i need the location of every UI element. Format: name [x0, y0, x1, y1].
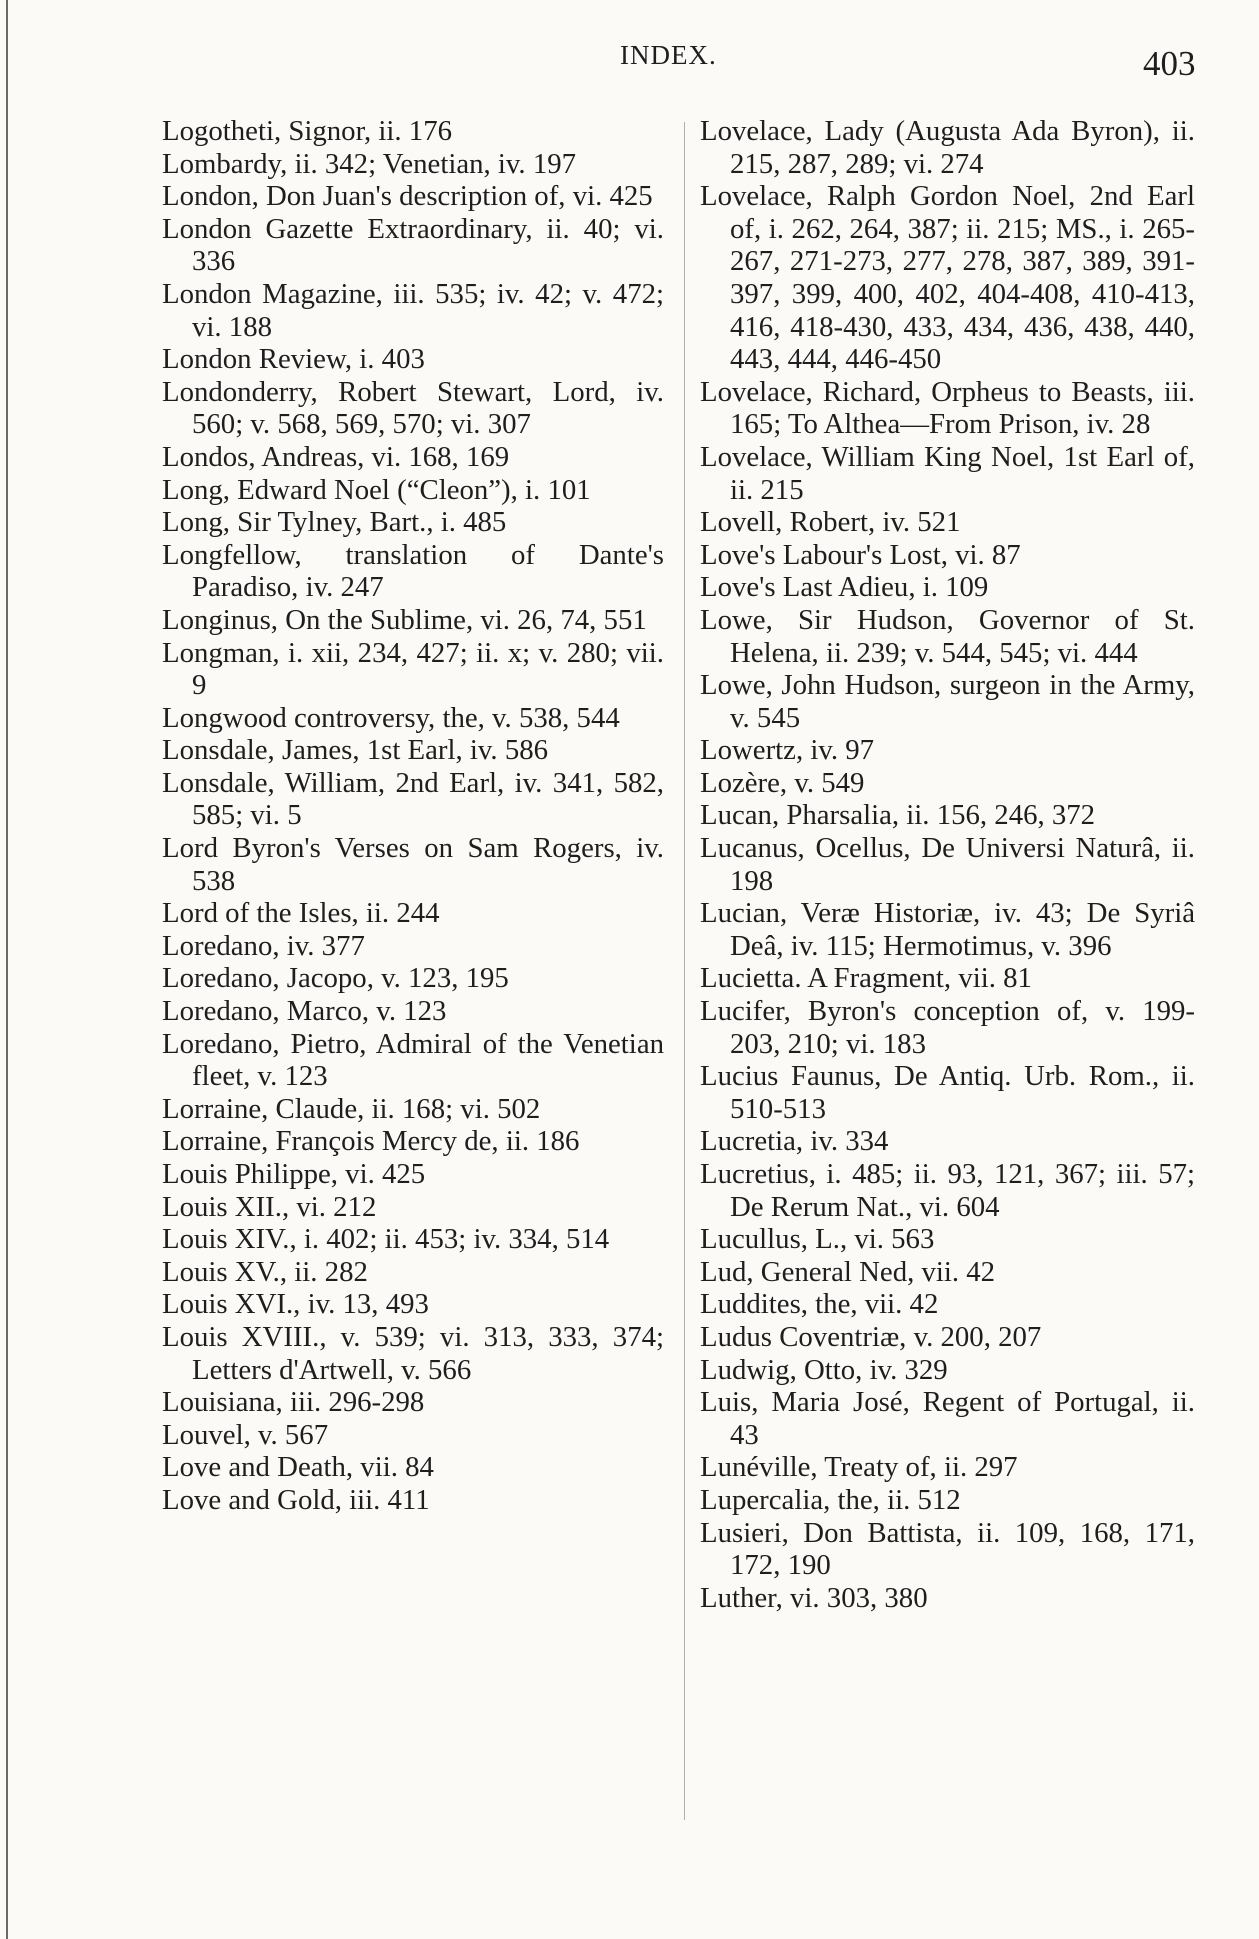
- index-entry: Love's Last Adieu, i. 109: [700, 571, 989, 604]
- index-entry: Lovelace, Lady (Augusta Ada Byron), ii. 215, 287, 289; vi. 274: [700, 115, 1195, 180]
- index-entry: Ludus Coventriæ, v. 200, 207: [700, 1320, 1042, 1353]
- index-entry: Lucietta. A Fragment, vii. 81: [700, 962, 1032, 995]
- index-entry: Lucifer, Byron's conception of, v. 199-203, 210; vi. 183: [700, 995, 1195, 1060]
- index-entry: Lud, General Ned, vii. 42: [700, 1255, 996, 1288]
- index-entry: Lorraine, François Mercy de, ii. 186: [162, 1125, 580, 1158]
- index-entry: Lorraine, Claude, ii. 168; vi. 502: [162, 1092, 541, 1125]
- index-entry: Lucian, Veræ Historiæ, iv. 43; De Syriâ Deâ, iv. 115; Hermotimus, v. 396: [700, 897, 1195, 962]
- index-entry: Lowertz, iv. 97: [700, 734, 875, 767]
- index-entry: Louvel, v. 567: [162, 1418, 329, 1451]
- index-entry: Louis XVI., iv. 13, 493: [162, 1288, 429, 1321]
- index-entry: Luther, vi. 303, 380: [700, 1581, 928, 1614]
- index-entry: Loredano, iv. 377: [162, 929, 365, 962]
- index-entry: London Magazine, iii. 535; iv. 42; v. 472; vi. 188: [162, 277, 664, 343]
- index-entry: Logotheti, Signor, ii. 176: [162, 115, 453, 147]
- index-entry: Louis Philippe, vi. 425: [162, 1158, 426, 1190]
- index-entry: Londonderry, Robert Stewart, Lord, iv. 560; v. 568, 569, 570; vi. 307: [162, 375, 664, 441]
- index-entry: Love's Labour's Lost, vi. 87: [700, 538, 1021, 571]
- index-entry: Longman, i. xii, 234, 427; ii. x; v. 280; vii. 9: [162, 636, 664, 702]
- index-entry: Lupercalia, the, ii. 512: [700, 1483, 961, 1516]
- index-entry: Lord Byron's Verses on Sam Rogers, iv. 538: [162, 832, 664, 897]
- index-entry: Lonsdale, William, 2nd Earl, iv. 341, 582, 585; vi. 5: [162, 766, 664, 832]
- index-column-left: [162, 115, 664, 1517]
- index-entry: Lucan, Pharsalia, ii. 156, 246, 372: [700, 799, 1096, 832]
- column-divider: [684, 122, 685, 1820]
- index-entry: Lowe, Sir Hudson, Governor of St. Helena, ii. 239; v. 544, 545; vi. 444: [700, 603, 1195, 669]
- index-column-right: [700, 115, 1195, 1614]
- index-entry: Louisiana, iii. 296-298: [162, 1386, 425, 1419]
- index-entry: Lombardy, ii. 342; Venetian, iv. 197: [162, 147, 577, 180]
- index-entry: Love and Gold, iii. 411: [162, 1483, 430, 1516]
- index-entry: Louis XII., vi. 212: [162, 1190, 377, 1223]
- index-entry: London, Don Juan's description of, vi. 425: [162, 180, 653, 213]
- index-entry: Louis XVIII., v. 539; vi. 313, 333, 374; Letters d'Artwell, v. 566: [162, 1320, 664, 1386]
- index-entry: Longwood controversy, the, v. 538, 544: [162, 701, 620, 734]
- index-entry: Loredano, Pietro, Admiral of the Venetian fleet, v. 123: [162, 1027, 664, 1093]
- index-entry: Longfellow, translation of Dante's Paradiso, iv. 247: [162, 538, 664, 604]
- index-entry: Lucullus, L., vi. 563: [700, 1223, 935, 1256]
- index-entry: London Gazette Extraordinary, ii. 40; vi. 336: [162, 212, 664, 278]
- index-entry: Long, Edward Noel (“Cleon”), i. 101: [162, 473, 591, 506]
- index-entry: Lucretius, i. 485; ii. 93, 121, 367; iii. 57; De Rerum Nat., vi. 604: [700, 1158, 1195, 1223]
- index-entry: Lovelace, Richard, Orpheus to Beasts, iii. 165; To Althea—From Prison, iv. 28: [700, 375, 1195, 441]
- index-entry: Lovelace, Ralph Gordon Noel, 2nd Earl of, i. 262, 264, 387; ii. 215; MS., i. 265-267, 271-273, 277, 278, 387, 389, 391-397, 399, 400, 402, 404-408, 410-413, 416, 418-430, 433, 434, 436, 438, 440, 443, 444, 446-450: [700, 180, 1195, 376]
- index-entry: Lusieri, Don Battista, ii. 109, 168, 171, 172, 190: [700, 1516, 1195, 1582]
- index-entry: London Review, i. 403: [162, 343, 425, 376]
- index-entry: Lozère, v. 549: [700, 766, 865, 799]
- index-entry: Ludwig, Otto, iv. 329: [700, 1353, 948, 1386]
- running-header: INDEX.: [620, 40, 717, 70]
- index-entry: Louis XIV., i. 402; ii. 453; iv. 334, 514: [162, 1223, 610, 1256]
- index-entry: Louis XV., ii. 282: [162, 1255, 368, 1288]
- index-entry: Luddites, the, vii. 42: [700, 1288, 939, 1321]
- index-entry: Lord of the Isles, ii. 244: [162, 897, 440, 930]
- index-entry: Luis, Maria José, Regent of Portugal, ii. 43: [700, 1386, 1195, 1451]
- index-entry: Londos, Andreas, vi. 168, 169: [162, 440, 510, 473]
- index-entry: Lonsdale, James, 1st Earl, iv. 586: [162, 734, 549, 767]
- page-edge-rule: [6, 0, 8, 1939]
- index-entry: Lunéville, Treaty of, ii. 297: [700, 1451, 1018, 1484]
- index-entry: Lucretia, iv. 334: [700, 1125, 889, 1158]
- page-number: 403: [1143, 44, 1196, 83]
- index-entry: Longinus, On the Sublime, vi. 26, 74, 551: [162, 603, 647, 636]
- index-entry: Long, Sir Tylney, Bart., i. 485: [162, 506, 507, 539]
- index-entry: Lowe, John Hudson, surgeon in the Army, v. 545: [700, 669, 1195, 734]
- index-entry: Lucius Faunus, De Antiq. Urb. Rom., ii. 510-513: [700, 1060, 1195, 1125]
- index-entry: Love and Death, vii. 84: [162, 1451, 434, 1484]
- index-entry: Lovell, Robert, iv. 521: [700, 506, 961, 539]
- index-entry: Lovelace, William King Noel, 1st Earl of, ii. 215: [700, 440, 1195, 506]
- index-entry: Loredano, Marco, v. 123: [162, 995, 447, 1028]
- index-entry: Loredano, Jacopo, v. 123, 195: [162, 962, 509, 995]
- index-entry: Lucanus, Ocellus, De Universi Naturâ, ii. 198: [700, 832, 1195, 897]
